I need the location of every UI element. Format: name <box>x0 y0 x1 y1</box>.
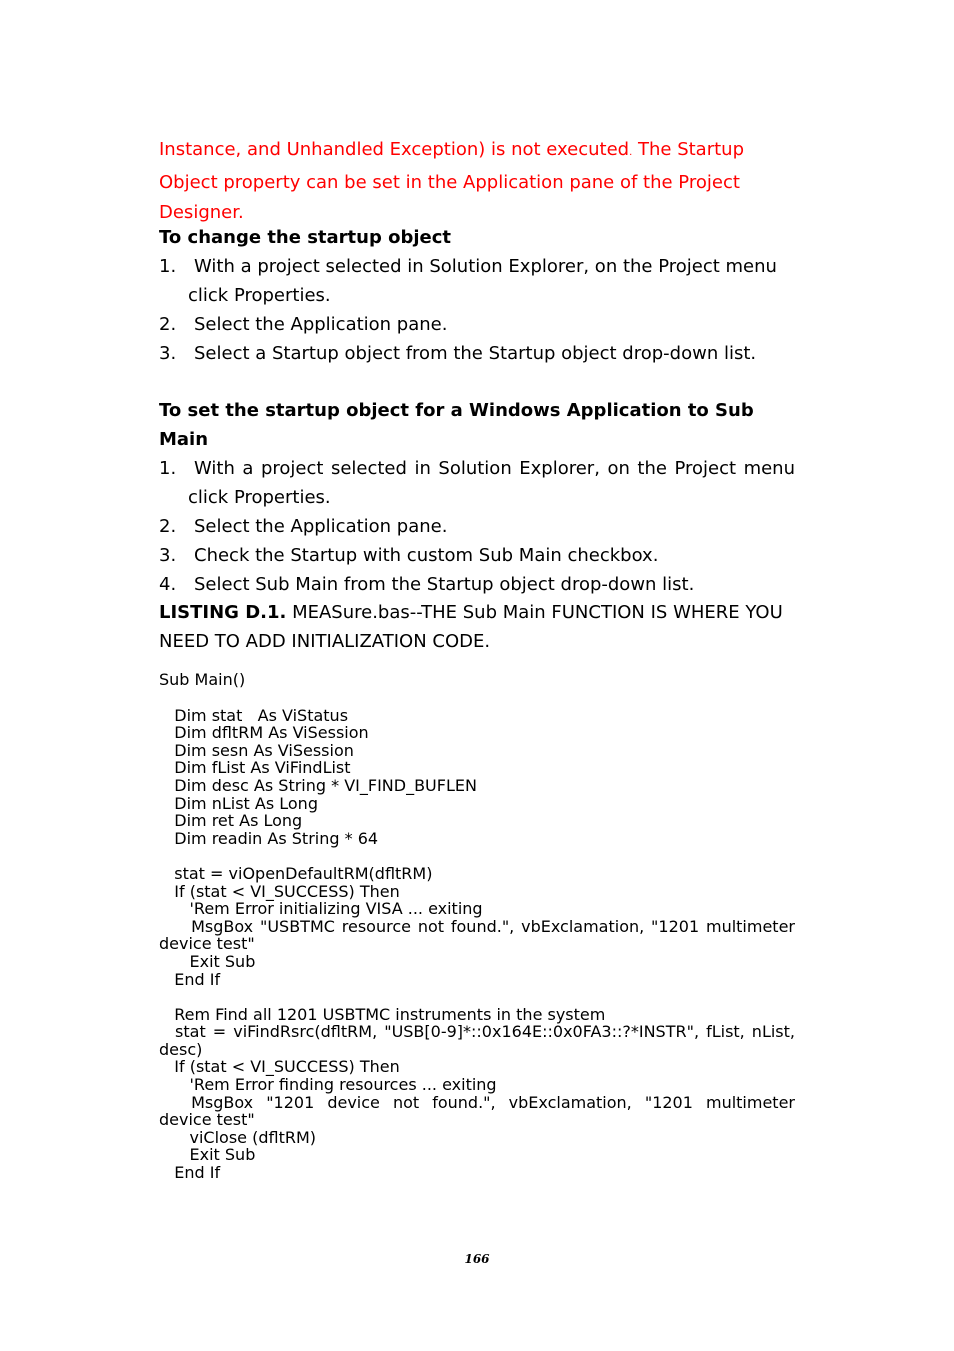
list-item <box>159 541 795 570</box>
section-heading: To change the startup object <box>159 227 452 248</box>
code-line: Dim stat As ViStatus <box>159 705 349 725</box>
listing-caption <box>159 598 795 656</box>
code-line: stat = viOpenDefaultRM(dfltRM) <box>159 863 433 883</box>
list-item-text: Check the Startup with custom Sub Main checkbox. <box>194 545 659 566</box>
list-item-number: 3. <box>159 343 177 364</box>
list-item-number: 1. <box>159 256 177 277</box>
code-line: Dim sesn As ViSession <box>159 740 354 760</box>
listing-label: LISTING D.1. <box>159 602 287 623</box>
code-line: If (stat < VI_SUCCESS) Then <box>159 1057 400 1077</box>
code-line: 'Rem Error finding resources ... exiting <box>159 1075 497 1095</box>
code-line: Rem Find all 1201 USBTMC instruments in the system <box>159 1004 606 1024</box>
steps-list <box>159 252 795 368</box>
code-line: Exit Sub <box>159 1145 256 1165</box>
list-item-text: With a project selected in Solution Explorer, on the Project menu <box>194 256 777 277</box>
list-item-text: With a project selected in Solution Explorer, on the Project menu <box>194 458 795 479</box>
list-item-continuation: click Properties. <box>188 487 331 508</box>
list-item-text: Select the Application pane. <box>194 516 448 537</box>
code-line: Dim desc As String * VI_FIND_BUFLEN <box>159 775 477 795</box>
list-item-text: Select the Application pane. <box>194 314 448 335</box>
code-line: Dim dfltRM As ViSession <box>159 723 369 743</box>
list-item <box>159 512 795 541</box>
list-item-number: 2. <box>159 314 177 335</box>
code-line: End If <box>159 969 221 989</box>
code-line: viClose (dfltRM) <box>159 1127 317 1147</box>
code-block <box>159 671 795 1182</box>
section-heading: To set the startup object for a Windows Application to Sub Main <box>159 400 754 450</box>
list-item-number: 4. <box>159 574 177 595</box>
section-set-startup-sub-main <box>159 396 795 599</box>
list-item <box>159 454 795 512</box>
list-item <box>159 252 795 310</box>
code-line: End If <box>159 1163 221 1183</box>
code-line: Dim readin As String * 64 <box>159 828 379 848</box>
list-item-number: 1. <box>159 458 177 479</box>
section-change-startup-object <box>159 223 795 368</box>
list-item <box>159 310 795 339</box>
list-item-text: Select a Startup object from the Startup object drop-down list. <box>194 343 757 364</box>
page-number: 166 <box>464 1252 490 1266</box>
code-line: Dim fList As ViFindList <box>159 758 351 778</box>
list-item-continuation: click Properties. <box>188 285 331 306</box>
list-item-text: Select Sub Main from the Startup object drop-down list. <box>194 574 695 595</box>
intro-period: . <box>629 147 633 158</box>
listing-caption-text: MEASure.bas--THE Sub Main FUNCTION IS WHERE YOU NEED TO ADD INITIALIZATION CODE. <box>159 602 783 652</box>
code-line: Exit Sub <box>159 951 256 971</box>
list-item-number: 2. <box>159 516 177 537</box>
list-item <box>159 339 795 368</box>
code-line: Dim ret As Long <box>159 811 303 831</box>
code-line: stat = viFindRsrc(dfltRM, "USB[0-9]*::0x164E::0x0FA3::?*INSTR", fList, nList, desc) <box>159 1022 795 1059</box>
intro-paragraph <box>159 135 795 228</box>
list-item-number: 3. <box>159 545 177 566</box>
code-line: Sub Main() <box>159 670 246 689</box>
steps-list <box>159 454 795 599</box>
code-line: MsgBox "USBTMC resource not found.", vbExclamation, "1201 multimeter device test" <box>159 916 795 954</box>
code-line: If (stat < VI_SUCCESS) Then <box>159 881 400 901</box>
code-line: MsgBox "1201 device not found.", vbExclamation, "1201 multimeter device test" <box>159 1092 795 1130</box>
intro-text-part2: The Startup Object property can be set in the Application pane of the Project Designer. <box>159 139 745 223</box>
code-line: Dim nList As Long <box>159 793 318 813</box>
intro-text-part1: Instance, and Unhandled Exception) is not executed <box>159 139 630 160</box>
list-item <box>159 570 795 599</box>
code-line: 'Rem Error initializing VISA ... exiting <box>159 899 483 919</box>
